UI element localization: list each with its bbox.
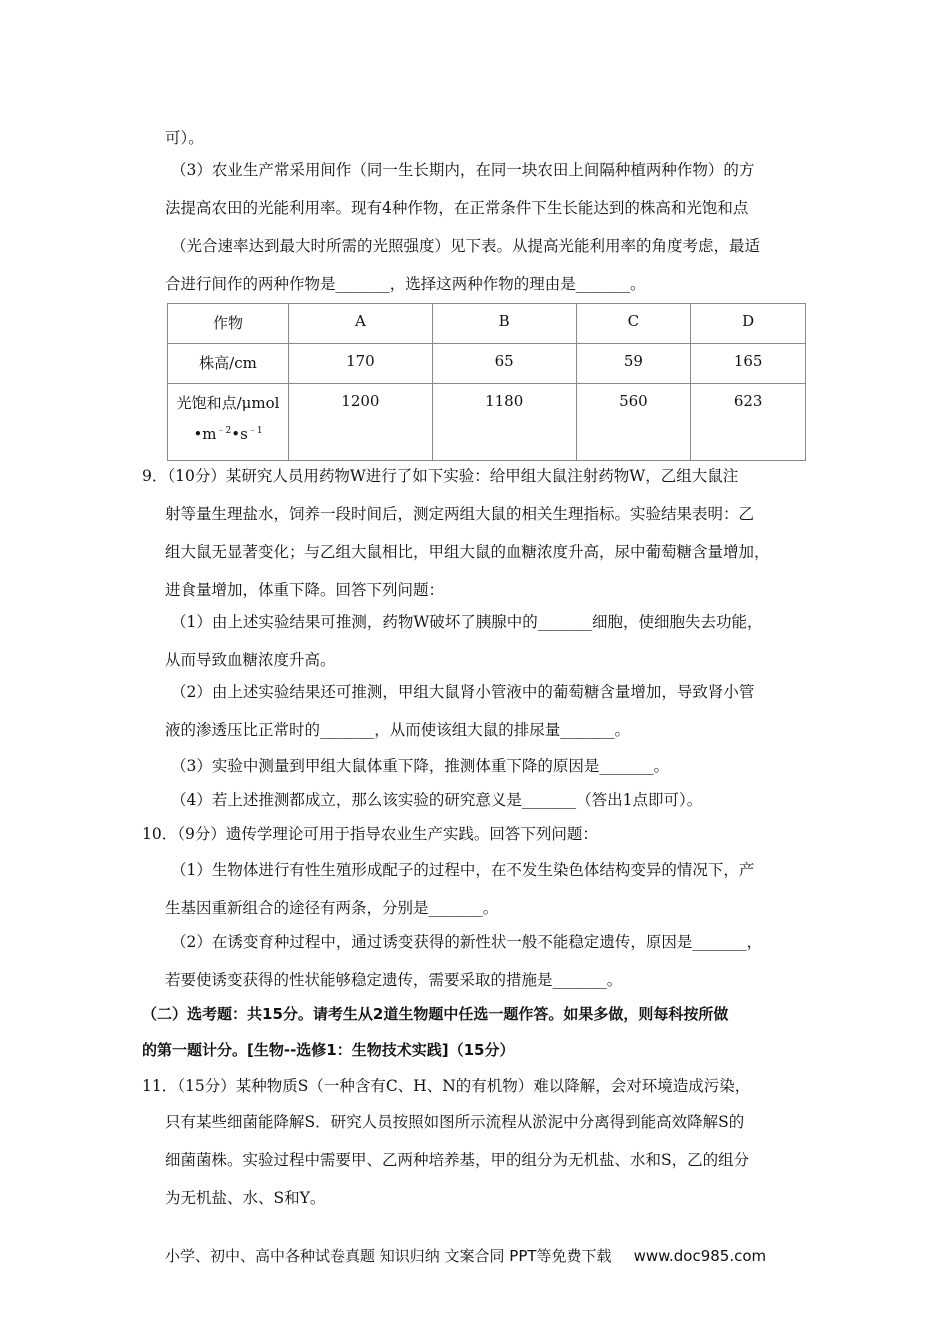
sat-label-line2 <box>172 423 284 443</box>
question-11-line: 为无机盐、水、S和Y。 <box>165 1189 326 1207</box>
question-9-line: 从而导致血糖浓度升高。 <box>165 651 336 669</box>
table-cell: 59 <box>576 344 691 384</box>
question-10-line: 生基因重新组合的途径有两条，分别是_______。 <box>165 899 499 917</box>
table-cell: 65 <box>432 344 576 384</box>
text-line: 可）。 <box>165 129 204 147</box>
text-line: 合进行间作的两种作物是_______，选择这两种作物的理由是_______。 <box>165 275 646 293</box>
table-cell: 170 <box>289 344 433 384</box>
section-heading: 的第一题计分。[生物--选修1：生物技术实践]（15分） <box>142 1041 515 1059</box>
table-cell: 560 <box>576 384 691 461</box>
sat-unit-sup2: ﹣1 <box>247 426 263 436</box>
table-row <box>168 304 806 344</box>
table-cell: 623 <box>691 384 806 461</box>
question-9-line: （4）若上述推测都成立，那么该实验的研究意义是_______（答出1点即可）。 <box>171 791 703 809</box>
table-row <box>168 384 806 461</box>
question-9-line: （2）由上述实验结果还可推测，甲组大鼠肾小管液中的葡萄糖含量增加，导致肾小管 <box>171 683 755 701</box>
table-cell: 165 <box>691 344 806 384</box>
text-line: （光合速率达到最大时所需的光照强度）见下表。从提高光能利用率的角度考虑，最适 <box>171 237 761 255</box>
table-cell: C <box>576 304 691 344</box>
table-row <box>168 344 806 384</box>
question-11-line: 只有某些细菌能降解S．研究人员按照如图所示流程从淤泥中分离得到能高效降解S的 <box>165 1113 745 1131</box>
question-9-line: 液的渗透压比正常时的_______，从而使该组大鼠的排尿量_______。 <box>165 721 631 739</box>
section-heading: （二）选考题：共15分。请考生从2道生物题中任选一题作答。如果多做，则每科按所做 <box>142 1005 729 1023</box>
question-11-line: 11．（15分）某种物质S（一种含有C、H、N的有机物）难以降解，会对环境造成污染， <box>142 1077 751 1095</box>
footer-text: 小学、初中、高中各种试卷真题 知识归纳 文案合同 PPT等免费下载 <box>165 1247 612 1265</box>
question-9-line: （1）由上述实验结果可推测，药物W破坏了胰腺中的_______细胞，使细胞失去功能， <box>171 613 763 631</box>
question-11-line: 细菌菌株。实验过程中需要甲、乙两种培养基，甲的组分为无机盐、水和S，乙的组分 <box>165 1151 750 1169</box>
question-9-line: 进食量增加，体重下降。回答下列问题： <box>165 581 445 599</box>
table-cell: B <box>432 304 576 344</box>
question-10-line: 10．（9分）遗传学理论可用于指导农业生产实践。回答下列问题： <box>142 825 598 843</box>
text-line: 法提高农田的光能利用率。现有4种作物，在正常条件下生长能达到的株高和光饱和点 <box>165 199 749 217</box>
table-cell: 1200 <box>289 384 433 461</box>
sat-unit-sup1: ﹣2 <box>216 426 232 436</box>
table-cell <box>168 384 289 461</box>
question-9-line: （3）实验中测量到甲组大鼠体重下降，推测体重下降的原因是_______。 <box>171 757 670 775</box>
sat-unit-m: •m <box>193 425 217 443</box>
table-cell: A <box>289 304 433 344</box>
question-10-line: （1）生物体进行有性生殖形成配子的过程中，在不发生染色体结构变异的情况下，产 <box>171 861 755 879</box>
table-cell: D <box>691 304 806 344</box>
table-cell: 1180 <box>432 384 576 461</box>
question-10-line: （2）在诱变育种过程中，通过诱变获得的新性状一般不能稳定遗传，原因是_______， <box>171 933 763 951</box>
table-cell: 作物 <box>168 304 289 344</box>
footer-site-link[interactable]: www.doc985.com <box>633 1247 767 1265</box>
question-9-line: 射等量生理盐水，饲养一段时间后，测定两组大鼠的相关生理指标。实验结果表明：乙 <box>165 505 755 523</box>
question-9-line: 9．（10分）某研究人员用药物W进行了如下实验：给甲组大鼠注射药物W，乙组大鼠注 <box>142 467 739 485</box>
sat-label-line1: 光饱和点/μmol <box>176 394 280 412</box>
table-cell: 株高/cm <box>168 344 289 384</box>
question-9-line: 组大鼠无显著变化；与乙组大鼠相比，甲组大鼠的血糖浓度升高，尿中葡萄糖含量增加， <box>165 543 770 561</box>
sat-unit-s: •s <box>231 425 248 443</box>
text-line: （3）农业生产常采用间作（同一生长期内，在同一块农田上间隔种植两种作物）的方 <box>171 161 755 179</box>
footer <box>165 1245 766 1266</box>
crop-table <box>167 303 806 461</box>
question-10-line: 若要使诱变获得的性状能够稳定遗传，需要采取的措施是_______。 <box>165 971 623 989</box>
